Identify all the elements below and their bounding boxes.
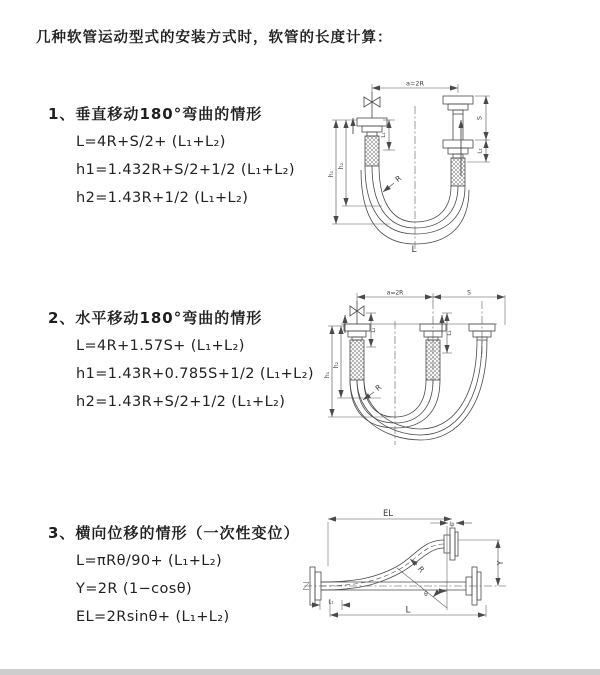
formula-line: L=4R+S/2+ (L₁+L₂) — [76, 134, 226, 150]
left-pipe-flange — [357, 118, 387, 166]
dim-label-l2: L₂ — [477, 148, 484, 154]
formula-line: h1=1.432R+S/2+1/2 (L₁+L₂) — [76, 162, 295, 178]
length-label: L — [411, 245, 417, 255]
dim-l2 — [467, 140, 490, 162]
valve-icon — [350, 301, 364, 324]
hose-u-bend-displaced — [350, 340, 487, 440]
section-3 — [48, 523, 299, 627]
hose-s-curve — [321, 540, 444, 590]
section-2 — [48, 308, 314, 412]
dim-l1 — [366, 313, 377, 347]
dim-l2 — [442, 313, 453, 353]
left-pipe-flange — [344, 324, 370, 380]
right-pipe-flanges — [443, 96, 473, 186]
dim-label-y: Y — [496, 560, 505, 566]
upper-flange — [444, 528, 458, 560]
dim-a2r — [372, 80, 458, 95]
braided-sleeve — [365, 136, 379, 166]
dim-label-el: EL — [382, 509, 394, 519]
formula-line: L=4R+1.57S+ (L₁+L₂) — [76, 338, 245, 354]
dim-a2r — [357, 290, 505, 326]
dim-label-l2: L₂ — [449, 521, 455, 528]
diagram-vertical-bend — [328, 78, 528, 256]
radius-callout — [383, 174, 403, 192]
dim-label-a2r: a=2R — [405, 79, 425, 88]
dim-label-l1: L₁ — [371, 327, 377, 333]
formula-line: L=πRθ/90+ (L₁+L₂) — [76, 553, 223, 569]
length-label: L — [405, 605, 411, 616]
dim-l — [330, 599, 486, 617]
dim-label-h1: h₁ — [324, 371, 331, 379]
section-2-heading: 2、水平移动180°弯曲的情形 — [48, 309, 263, 327]
braided-sleeve — [426, 340, 440, 380]
dim-label-a2r: a=2R — [386, 289, 404, 297]
angle-label: θ — [424, 591, 428, 598]
dim-label-h2: h₂ — [338, 162, 345, 170]
radius-callout — [410, 559, 426, 574]
dim-s — [475, 96, 490, 140]
dim-l1 — [381, 120, 395, 150]
formula-line: h1=1.43R+0.785S+1/2 (L₁+L₂) — [76, 366, 314, 382]
radius-label: R — [373, 382, 384, 393]
dim-label-s: S — [475, 115, 484, 121]
dim-l1-bottom — [312, 600, 350, 611]
section-3-heading: 3、横向位移的情形（一次性变位） — [48, 524, 300, 542]
braided-sleeve — [451, 158, 465, 186]
dim-y — [458, 540, 505, 586]
formula-line: h2=1.43R+1/2 (L₁+L₂) — [76, 190, 249, 206]
section-1 — [48, 104, 295, 208]
page-edge-shadow — [0, 669, 600, 675]
diagram-horizontal-bend — [323, 287, 533, 449]
dim-label-h1: h₁ — [328, 170, 335, 178]
formula-line: h2=1.43R+S/2+1/2 (L₁+L₂) — [76, 394, 286, 410]
dim-label-l2: L₂ — [447, 330, 453, 336]
dim-label-l1: L₁ — [381, 132, 387, 138]
dim-label-s: S — [467, 289, 471, 297]
braided-sleeve — [350, 340, 364, 380]
formula-line: EL=2Rsinθ+ (L₁+L₂) — [76, 609, 230, 625]
valve-icon — [364, 92, 380, 118]
dim-s — [433, 290, 505, 298]
dim-label-l1: L₁ — [328, 599, 334, 606]
radius-callout — [363, 383, 383, 400]
dim-el — [328, 509, 455, 566]
page-title: 几种软管运动型式的安装方式时，软管的长度计算： — [36, 30, 393, 46]
dim-l2-top — [430, 522, 472, 528]
section-1-heading: 1、垂直移动180°弯曲的情形 — [48, 105, 263, 123]
dim-label-h2: h₂ — [333, 361, 340, 369]
radius-label: R — [416, 564, 427, 575]
radius-label: R — [393, 173, 404, 184]
diagram-lateral-displacement — [300, 504, 515, 626]
formula-line: Y=2R (1−cosθ) — [76, 581, 193, 597]
